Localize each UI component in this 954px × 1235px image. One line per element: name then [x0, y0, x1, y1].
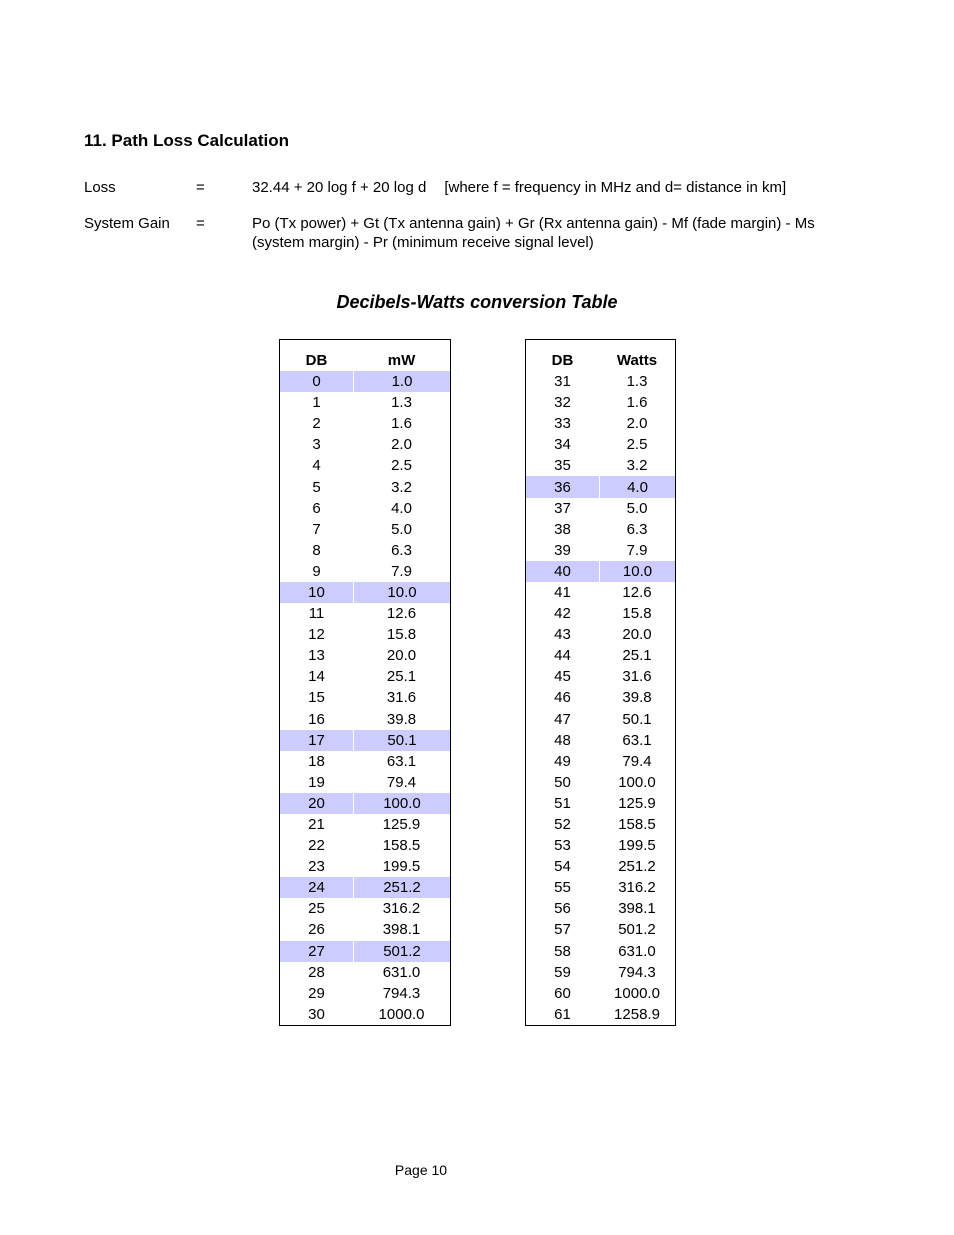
db-cell: 42 [554, 605, 571, 623]
db-cell: 61 [554, 1005, 571, 1023]
value-cell: 501.2 [618, 921, 656, 939]
value-cell: 4.0 [391, 499, 412, 517]
db-cell: 56 [554, 900, 571, 918]
value-cell: 1000.0 [614, 984, 660, 1002]
table-row [280, 666, 450, 687]
table-row [526, 919, 675, 940]
db-cell: 3 [312, 436, 321, 454]
db-cell: 52 [554, 816, 571, 834]
db-cell: 32 [554, 394, 571, 412]
table-row [280, 498, 450, 519]
value-cell: 316.2 [382, 900, 421, 918]
table-row [280, 603, 450, 624]
table-row [280, 962, 450, 983]
table-row [526, 455, 675, 476]
table-row [526, 413, 675, 434]
value-cell: 6.3 [391, 541, 412, 559]
db-cell: 34 [554, 436, 571, 454]
db-cell: 58 [554, 942, 571, 960]
db-cell: 43 [554, 626, 571, 644]
table-row [526, 603, 675, 624]
table-row [526, 498, 675, 519]
db-cell: 1 [312, 394, 321, 412]
page-number: Page 10 [394, 1162, 448, 1178]
table-row [280, 434, 450, 455]
table-row [526, 476, 675, 497]
table-row [526, 730, 675, 751]
value-cell: 4.0 [599, 476, 675, 497]
value-cell: 158.5 [618, 816, 656, 834]
value-cell: 316.2 [618, 879, 656, 897]
db-cell: 17 [280, 730, 353, 751]
value-cell: 794.3 [618, 963, 656, 981]
db-cell: 51 [554, 794, 571, 812]
table-row [526, 687, 675, 708]
system-gain-label: System Gain [84, 215, 170, 232]
value-cell: 2.0 [391, 436, 412, 454]
table-row [280, 413, 450, 434]
table-row [526, 666, 675, 687]
db-cell: 7 [312, 520, 321, 538]
value-cell: 794.3 [382, 984, 421, 1002]
table-row [526, 983, 675, 1004]
section-title: 11. Path Loss Calculation [84, 131, 290, 150]
table-row [526, 645, 675, 666]
value-cell: 39.8 [622, 689, 652, 707]
value-cell: 10.0 [599, 561, 675, 582]
db-cell: 40 [526, 561, 599, 582]
db-cell: 49 [554, 752, 571, 770]
db-cell: 44 [554, 647, 571, 665]
db-cell: 33 [554, 415, 571, 433]
table-header [526, 340, 675, 371]
db-cell: 23 [308, 858, 325, 876]
value-cell: 1.6 [626, 394, 648, 412]
value-cell: 3.2 [626, 457, 648, 475]
value-cell: 31.6 [386, 689, 417, 707]
db-cell: 25 [308, 900, 325, 918]
db-cell: 5 [312, 478, 321, 496]
table-row [280, 519, 450, 540]
db-cell: 8 [312, 541, 321, 559]
value-cell: 1.3 [391, 394, 412, 412]
table-row [526, 898, 675, 919]
value-cell: 12.6 [386, 605, 417, 623]
value-cell: 2.5 [391, 457, 412, 475]
loss-equals: = [196, 179, 205, 196]
db-cell: 45 [554, 668, 571, 686]
value-cell: 398.1 [618, 900, 656, 918]
value-cell: 2.0 [626, 415, 648, 433]
db-cell: 31 [554, 373, 571, 391]
db-cell: 22 [308, 837, 325, 855]
db-cell: 35 [554, 457, 571, 475]
value-cell: 12.6 [622, 583, 652, 601]
value-cell: 7.9 [626, 541, 648, 559]
table-row [526, 1004, 675, 1025]
table-row [526, 624, 675, 645]
table-row [280, 772, 450, 793]
db-cell: 14 [308, 668, 325, 686]
value-cell: 3.2 [391, 478, 412, 496]
table-row [526, 540, 675, 561]
db-cell: 59 [554, 963, 571, 981]
system-gain-expression: Po (Tx power) + Gt (Tx antenna gain) + Gr (Rx antenna gain) - Mf (fade margin) - Ms (system margin) - Pr (minimum receive signal level) [252, 215, 815, 251]
table-row [526, 561, 675, 582]
value-cell: 1.6 [391, 415, 412, 433]
value-cell: 10.0 [353, 582, 450, 603]
value-cell: 100.0 [618, 773, 656, 791]
table-row [526, 519, 675, 540]
table-row [526, 856, 675, 877]
value-cell: 631.0 [382, 963, 421, 981]
value-cell: 79.4 [622, 752, 652, 770]
value-cell: 31.6 [622, 668, 652, 686]
db-cell: 6 [312, 499, 321, 517]
value-cell: 15.8 [622, 605, 652, 623]
table-row [526, 434, 675, 455]
table-row [526, 962, 675, 983]
db-cell: 29 [308, 984, 325, 1002]
db-cell: 20 [280, 793, 353, 814]
value-cell: 79.4 [386, 773, 417, 791]
table-row [280, 730, 450, 751]
value-cell: 251.2 [618, 858, 656, 876]
db-cell: 26 [308, 921, 325, 939]
value-cell: 25.1 [386, 668, 417, 686]
table-row [280, 371, 450, 392]
value-cell: 63.1 [622, 731, 652, 749]
db-cell: 37 [554, 499, 571, 517]
db-cell: 28 [308, 963, 325, 981]
value-cell: 15.8 [386, 626, 417, 644]
table-row [526, 709, 675, 730]
table-header [280, 340, 450, 371]
db-cell: 12 [308, 626, 325, 644]
table-row [526, 772, 675, 793]
header-watts: Watts [616, 352, 658, 369]
db-cell: 21 [308, 816, 325, 834]
value-cell: 125.9 [618, 794, 656, 812]
db-cell: 48 [554, 731, 571, 749]
table-row [526, 877, 675, 898]
system-gain-equals: = [196, 215, 205, 232]
watts-conversion-table [525, 339, 676, 1026]
value-cell: 1.0 [353, 371, 450, 392]
db-cell: 55 [554, 879, 571, 897]
value-cell: 5.0 [626, 499, 648, 517]
value-cell: 501.2 [353, 941, 450, 962]
table-row [280, 751, 450, 772]
value-cell: 5.0 [391, 520, 412, 538]
db-cell: 57 [554, 921, 571, 939]
value-cell: 6.3 [626, 520, 648, 538]
table-row [280, 1004, 450, 1025]
table-title: Decibels-Watts conversion Table [336, 292, 618, 312]
value-cell: 25.1 [622, 647, 652, 665]
table-row [526, 941, 675, 962]
table-row [280, 624, 450, 645]
value-cell: 20.0 [622, 626, 652, 644]
header-db: DB [551, 352, 574, 369]
db-cell: 47 [554, 710, 571, 728]
value-cell: 63.1 [386, 752, 417, 770]
table-row [280, 941, 450, 962]
value-cell: 7.9 [391, 562, 412, 580]
value-cell: 2.5 [626, 436, 648, 454]
table-row [280, 476, 450, 497]
table-row [280, 392, 450, 413]
value-cell: 251.2 [353, 877, 450, 898]
table-row [280, 582, 450, 603]
db-cell: 2 [312, 415, 321, 433]
table-row [280, 877, 450, 898]
table-row [280, 561, 450, 582]
table-row [526, 793, 675, 814]
db-cell: 15 [308, 689, 325, 707]
db-cell: 54 [554, 858, 571, 876]
db-cell: 60 [554, 984, 571, 1002]
table-row [526, 835, 675, 856]
table-row [526, 392, 675, 413]
db-cell: 46 [554, 689, 571, 707]
db-cell: 24 [280, 877, 353, 898]
table-row [280, 540, 450, 561]
db-cell: 53 [554, 837, 571, 855]
db-cell: 9 [312, 562, 321, 580]
table-row [526, 371, 675, 392]
table-row [280, 983, 450, 1004]
db-cell: 4 [312, 457, 321, 475]
db-cell: 41 [554, 583, 571, 601]
table-row [526, 582, 675, 603]
value-cell: 1258.9 [614, 1005, 660, 1023]
table-row [280, 898, 450, 919]
db-cell: 30 [308, 1005, 325, 1023]
db-cell: 11 [308, 605, 325, 623]
value-cell: 39.8 [386, 710, 417, 728]
mw-conversion-table [279, 339, 451, 1026]
header-mw: mW [387, 352, 416, 369]
db-cell: 18 [308, 752, 325, 770]
loss-label: Loss [84, 179, 116, 196]
value-cell: 631.0 [618, 942, 656, 960]
db-cell: 13 [308, 647, 325, 665]
value-cell: 1000.0 [378, 1005, 425, 1023]
value-cell: 20.0 [386, 647, 417, 665]
value-cell: 158.5 [382, 837, 421, 855]
value-cell: 398.1 [382, 921, 421, 939]
table-row [280, 687, 450, 708]
table-row [280, 645, 450, 666]
table-row [280, 709, 450, 730]
table-row [280, 793, 450, 814]
db-cell: 16 [308, 710, 325, 728]
table-row [526, 751, 675, 772]
db-cell: 0 [280, 371, 353, 392]
value-cell: 125.9 [382, 816, 421, 834]
table-row [280, 919, 450, 940]
header-db: DB [305, 352, 328, 369]
table-row [526, 814, 675, 835]
value-cell: 100.0 [353, 793, 450, 814]
table-row [280, 455, 450, 476]
value-cell: 50.1 [353, 730, 450, 751]
value-cell: 199.5 [382, 858, 421, 876]
db-cell: 39 [554, 541, 571, 559]
table-row [280, 856, 450, 877]
value-cell: 1.3 [626, 373, 648, 391]
db-cell: 36 [526, 476, 599, 497]
value-cell: 199.5 [618, 837, 656, 855]
db-cell: 38 [554, 520, 571, 538]
table-row [280, 835, 450, 856]
loss-expression [252, 178, 852, 197]
value-cell: 50.1 [622, 710, 652, 728]
db-cell: 27 [280, 941, 353, 962]
loss-note: [where f = frequency in MHz and d= distance in km] [444, 179, 787, 196]
db-cell: 50 [554, 773, 571, 791]
loss-expression-text: 32.44 + 20 log f + 20 log d [252, 179, 427, 196]
db-cell: 10 [280, 582, 353, 603]
db-cell: 19 [308, 773, 325, 791]
table-row [280, 814, 450, 835]
